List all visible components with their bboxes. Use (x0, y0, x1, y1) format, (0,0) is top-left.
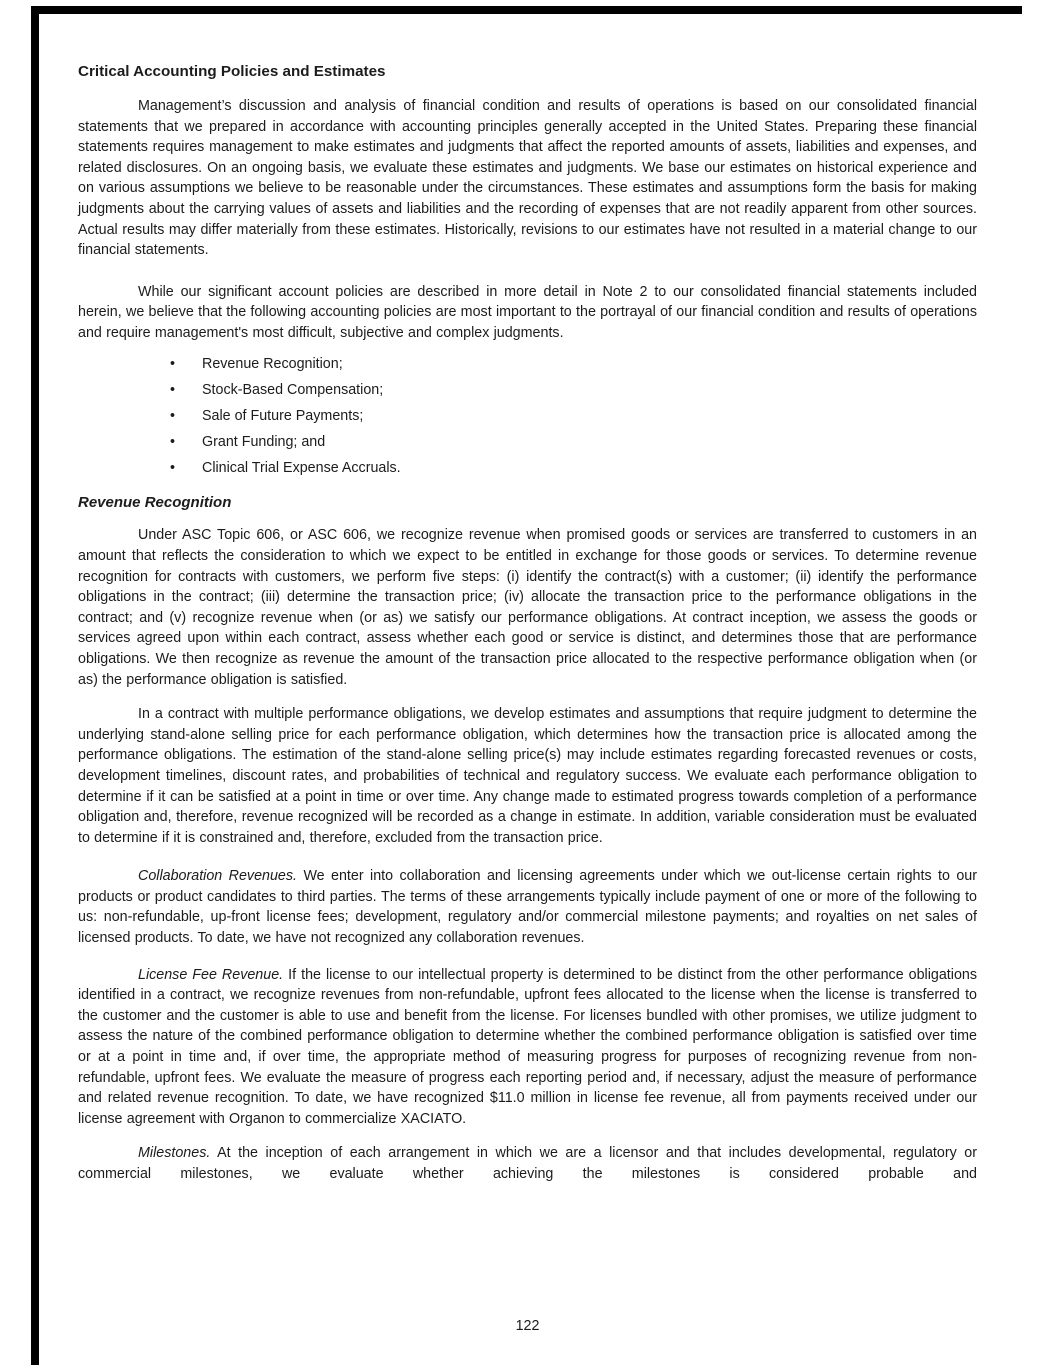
paragraph-lead-italic: Collaboration Revenues. (138, 868, 298, 885)
paragraph-body: We enter into collaboration and licensing agreements under which we out-license certain rights to our products or product candidates to third parties. The terms of these arrangements typically include payment of one or more of the following to us: non-refundable, up-front license fees; development, regulatory and/or commercial milestone payments; and royalties on net sales of licensed products. To date, we have not recognized any collaboration revenues. (78, 868, 978, 947)
bullet-icon: • (170, 408, 176, 425)
scan-artifact-left-bar (31, 6, 39, 1365)
section-title: Critical Accounting Policies and Estimates (78, 63, 386, 80)
scan-artifact-top-bar (31, 6, 1022, 14)
paragraph-significant-policies: While our significant account policies are described in more detail in Note 2 to our consolidated financial statements included herein, we believe that the following accounting policies are most important to the portrayal of our financial condition and results of operations and require management's most difficult, subjective and complex judgments. (78, 283, 977, 341)
paragraph-asc-606: Under ASC Topic 606, or ASC 606, we recognize revenue when promised goods or services are transferred to customers in an amount that reflects the consideration to which we expect to be entitled in exchange for those goods or services. To determine revenue recognition for contracts with customers, we perform five steps: (i) identify the contract(s) with a customer; (ii) identify the performance obligations in the contract; (iii) determine the transaction price; (iv) allocate the transaction price to the performance obligations in the contract; and (v) recognize revenue when (or as) we satisfy our performance obligations. At contract inception, we assess the goods or services agreed upon within each contract, assess whether each good or service is distinct, and determines those that are performance obligations. We then recognize as revenue the amount of the transaction price allocated to the respective performance obligation when (or as) the performance obligation is satisfied. (78, 527, 977, 688)
list-item-label: Clinical Trial Expense Accruals. (202, 460, 401, 477)
list-item (170, 429, 977, 455)
list-item (170, 352, 977, 378)
page-number: 122 (515, 1318, 540, 1334)
paragraph-collaboration-revenues (78, 866, 977, 948)
list-item-label: Grant Funding; and (202, 434, 326, 451)
accounting-policies-list (78, 352, 977, 482)
paragraph-lead-italic: Milestones. (138, 1145, 211, 1162)
paragraph-multiple-obligations: In a contract with multiple performance obligations, we develop estimates and assumptions that require judgment to determine the underlying stand-alone selling price for each performance obligation, which determines how the transaction price is allocated among the performance obligations. The estimation of the stand-alone selling price(s) may include estimates regarding forecasted revenues or costs, development timelines, discount rates, and probabilities of technical and regulatory success. We evaluate each performance obligation to determine if it can be satisfied at a point in time or over time. Any change made to estimated progress towards completion of a performance obligation and, therefore, revenue recognized will be recorded as a change in estimate. In addition, variable consideration must be evaluated to determine if it is constrained and, therefore, excluded from the transaction price. (78, 706, 977, 846)
document-page (78, 62, 977, 1185)
list-item-label: Revenue Recognition; (202, 356, 343, 373)
paragraph-body: At the inception of each arrangement in which we are a licensor and that includes developmental, regulatory or commercial milestones, we evaluate whether achieving the milestones is considered probable and (78, 1145, 977, 1182)
list-item (170, 455, 977, 481)
bullet-icon: • (170, 382, 176, 399)
paragraph-management-discussion: Management’s discussion and analysis of financial condition and results of operations is based on our consolidated financial statements that we prepared in accordance with accounting principles generally accepted in the United States. Preparing these financial statements requires management to make estimates and judgments that affect the reported amounts of assets, liabilities and expenses, and related disclosures. On an ongoing basis, we evaluate these estimates and judgments. We base our estimates on historical experience and on various assumptions we believe to be reasonable under the circumstances. These estimates and assumptions form the basis for making judgments about the carrying values of assets and liabilities and the recording of expenses that are not readily apparent from other sources. Actual results may differ materially from these estimates. Historically, revisions to our estimates have not resulted in a material change to our financial statements. (78, 98, 977, 259)
paragraph-body: If the license to our intellectual property is determined to be distinct from the other performance obligations identified in a contract, we recognize revenues from non-refundable, upfront fees allocated to the license when the license is transferred to the customer and the customer is able to use and benefit from the license. For licenses bundled with other promises, we utilize judgment to assess the nature of the combined performance obligation to determine whether the combined performance obligation is satisfied over time or at a point in time and, if over time, the appropriate method of measuring progress for purposes of recognizing revenue from non-refundable, upfront fees. We evaluate the measure of progress each reporting period and, if necessary, adjust the measure of performance and related revenue recognition. To date, we have recognized $11.0 million in license fee revenue, all from payments received under our license agreement with Organon to commercialize XACIATO. (78, 966, 978, 1127)
bullet-icon: • (170, 434, 176, 451)
list-item-label: Sale of Future Payments; (202, 408, 364, 425)
bullet-icon: • (170, 356, 176, 373)
bullet-icon: • (170, 460, 176, 477)
paragraph-license-fee-revenue (78, 965, 977, 1130)
list-item (170, 403, 977, 429)
paragraph-milestones (78, 1143, 977, 1184)
list-item (170, 378, 977, 404)
list-item-label: Stock-Based Compensation; (202, 382, 384, 399)
paragraph-lead-italic: License Fee Revenue. (138, 966, 284, 983)
subsection-title-revenue-recognition: Revenue Recognition (78, 494, 232, 512)
